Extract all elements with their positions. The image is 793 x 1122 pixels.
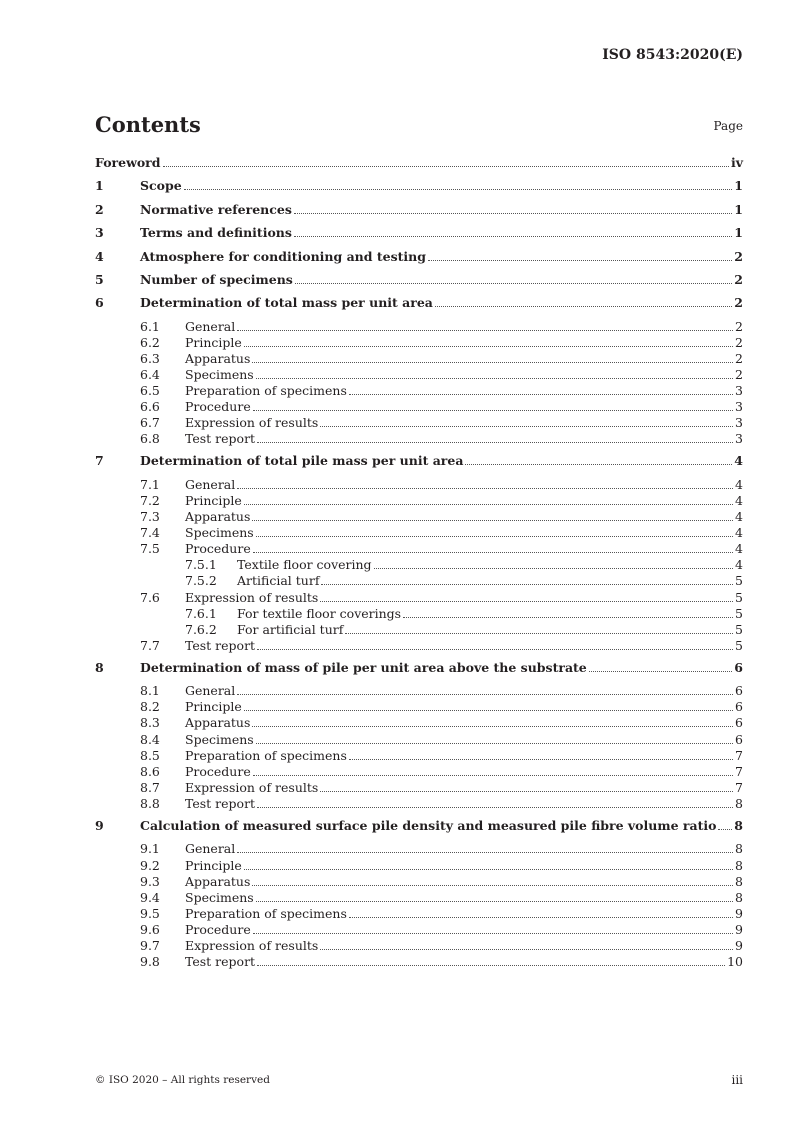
toc-entry-title: Calculation of measured surface pile density and measured pile fibre volume ratio	[140, 818, 717, 834]
toc-entry-number: 8.6	[140, 763, 160, 779]
toc-entry[interactable]	[95, 683, 743, 699]
toc-entry-number: 7.2	[140, 492, 160, 508]
toc-entry-title: Specimens	[185, 367, 254, 383]
toc-entry[interactable]	[95, 415, 743, 431]
toc-entry[interactable]	[95, 178, 743, 201]
toc-entry-number: 9.4	[140, 889, 160, 905]
toc-entry-number: 8.2	[140, 699, 160, 715]
toc-entry-number: 9.1	[140, 841, 160, 857]
toc-entry-page: 4	[735, 476, 743, 492]
toc-entry[interactable]	[95, 477, 743, 493]
dot-leader	[345, 633, 733, 634]
toc-entry[interactable]	[95, 796, 743, 812]
toc-entry-number: 7.6.2	[185, 621, 217, 637]
toc-entry[interactable]	[95, 399, 743, 415]
toc-entry-number: 7.5.2	[185, 573, 217, 589]
toc-entry-number: 3	[95, 225, 104, 241]
toc-entry-title: Expression of results	[185, 938, 319, 953]
dot-leader	[244, 710, 733, 711]
toc-entry-page: 1	[734, 225, 743, 241]
toc-entry-page: 8	[735, 873, 743, 889]
toc-entry-number: 9.2	[140, 857, 160, 873]
toc-entry-number: 7.6.1	[185, 605, 217, 621]
toc-entry-title: General	[185, 318, 236, 334]
toc-entry-number: 8.1	[140, 683, 160, 699]
toc-entry[interactable]	[95, 858, 743, 874]
table-of-contents	[95, 155, 743, 970]
toc-entry[interactable]	[95, 890, 743, 906]
toc-entry[interactable]	[95, 818, 743, 841]
toc-entry-title: Textile floor covering	[237, 557, 372, 573]
toc-entry[interactable]	[95, 638, 743, 654]
toc-entry-page: 2	[735, 367, 743, 383]
toc-entry-number: 7.1	[140, 476, 160, 492]
dot-leader	[428, 260, 732, 261]
toc-entry[interactable]	[95, 202, 743, 225]
page-column-label: Page	[713, 119, 743, 133]
dot-leader	[253, 410, 733, 411]
toc-entry-page: 3	[735, 415, 743, 431]
toc-entry-page: 6	[735, 699, 743, 715]
toc-entry-number: 9.5	[140, 905, 160, 921]
toc-entry-title: Test report	[185, 954, 256, 970]
toc-entry-page: 5	[735, 637, 743, 653]
toc-entry-title: Procedure	[185, 921, 251, 937]
toc-entry[interactable]	[95, 660, 743, 683]
toc-entry[interactable]	[95, 525, 743, 541]
dot-leader	[435, 306, 732, 307]
toc-entry[interactable]	[95, 573, 743, 589]
toc-entry[interactable]	[95, 938, 743, 954]
toc-entry[interactable]	[95, 509, 743, 525]
toc-entry-page: 9	[735, 921, 743, 937]
dot-leader	[252, 520, 733, 521]
toc-entry-page: 4	[735, 492, 743, 508]
toc-entry-page: 8	[735, 841, 743, 857]
toc-entry-page: 3	[735, 399, 743, 415]
toc-entry-title: Preparation of specimens	[185, 383, 347, 399]
dot-leader	[320, 426, 733, 427]
toc-entry-page: 7	[735, 747, 743, 763]
toc-entry-page: 4	[735, 557, 743, 573]
toc-entry-page: 9	[735, 905, 743, 921]
toc-entry[interactable]	[95, 431, 743, 447]
toc-entry[interactable]	[95, 367, 743, 383]
dot-leader	[237, 488, 733, 489]
toc-entry-title: Determination of mass of pile per unit area above the substrate	[140, 659, 587, 675]
toc-entry-title: Determination of total pile mass per unit area	[140, 453, 464, 469]
dot-leader	[321, 584, 733, 585]
toc-entry[interactable]	[95, 748, 743, 764]
toc-entry-title: Principle	[185, 699, 242, 715]
dot-leader	[465, 464, 732, 465]
toc-entry-title: Procedure	[185, 541, 251, 557]
dot-leader	[244, 504, 733, 505]
dot-leader	[257, 807, 733, 808]
toc-entry-number: 7.5.1	[185, 557, 217, 573]
toc-entry-page: 6	[735, 731, 743, 747]
toc-entry[interactable]	[95, 699, 743, 715]
toc-entry-page: 2	[735, 318, 743, 334]
toc-entry-title: Foreword	[95, 155, 161, 170]
dot-leader	[253, 552, 733, 553]
toc-entry-page: 2	[735, 350, 743, 366]
toc-entry-page: 8	[734, 818, 743, 834]
toc-entry-title: Principle	[185, 334, 242, 350]
dot-leader	[244, 346, 733, 347]
dot-leader	[295, 283, 732, 284]
toc-entry-title: Apparatus	[185, 350, 251, 366]
toc-entry-number: 4	[95, 248, 104, 264]
toc-entry[interactable]	[95, 383, 743, 399]
toc-entry-page: 7	[735, 779, 743, 795]
toc-entry-title: Test report	[185, 431, 256, 447]
toc-entry-page: 3	[735, 383, 743, 399]
toc-entry-page: 6	[735, 715, 743, 731]
dot-leader	[257, 965, 725, 966]
dot-leader	[237, 694, 733, 695]
toc-entry-page: 9	[735, 938, 743, 953]
toc-entry[interactable]	[95, 622, 743, 638]
toc-entry-number: 7	[95, 453, 104, 469]
dot-leader	[589, 671, 733, 672]
toc-entry-number: 5	[95, 271, 104, 287]
toc-entry[interactable]	[95, 295, 743, 318]
toc-entry-page: 8	[735, 857, 743, 873]
toc-entry-page: 5	[735, 605, 743, 621]
toc-entry[interactable]	[95, 453, 743, 476]
toc-entry-page: 2	[735, 334, 743, 350]
toc-entry-title: Expression of results	[185, 415, 319, 431]
toc-entry-page: 8	[735, 889, 743, 905]
toc-entry-number: 9.6	[140, 921, 160, 937]
toc-entry-page: 5	[735, 621, 743, 637]
toc-entry-number: 9.8	[140, 954, 160, 970]
toc-entry[interactable]	[95, 249, 743, 272]
toc-entry-page: 1	[734, 178, 743, 194]
toc-entry[interactable]	[95, 319, 743, 335]
toc-entry-page: 7	[735, 763, 743, 779]
toc-entry-title: Scope	[140, 178, 182, 194]
toc-entry-title: Preparation of specimens	[185, 747, 347, 763]
toc-entry-number: 8.7	[140, 779, 160, 795]
toc-entry-page: 8	[735, 795, 743, 811]
dot-leader	[237, 852, 733, 853]
toc-entry-page: 2	[734, 271, 743, 287]
toc-entry[interactable]	[95, 780, 743, 796]
dot-leader	[256, 378, 733, 379]
dot-leader	[252, 726, 733, 727]
toc-entry[interactable]	[95, 351, 743, 367]
toc-entry-title: Test report	[185, 795, 256, 811]
toc-entry-number: 7.3	[140, 509, 160, 525]
toc-entry[interactable]	[95, 764, 743, 780]
toc-entry-title: Normative references	[140, 201, 292, 217]
toc-entry-page: 1	[734, 201, 743, 217]
toc-entry-number: 6.4	[140, 367, 160, 383]
dot-leader	[320, 791, 733, 792]
toc-entry[interactable]	[95, 155, 743, 178]
toc-entry-title: Artificial turf	[237, 573, 320, 589]
dot-leader	[256, 743, 733, 744]
dot-leader	[253, 933, 733, 934]
toc-entry-page: 2	[734, 295, 743, 311]
toc-entry-page: 3	[735, 431, 743, 447]
dot-leader	[237, 330, 733, 331]
dot-leader	[718, 829, 732, 830]
toc-entry-number: 2	[95, 201, 104, 217]
dot-leader	[349, 759, 733, 760]
toc-entry-page: 2	[734, 248, 743, 264]
toc-entry-number: 8.4	[140, 731, 160, 747]
page-number: iii	[731, 1073, 743, 1087]
toc-entry-number: 7.7	[140, 637, 160, 653]
contents-title: Contents	[95, 112, 201, 137]
toc-entry[interactable]	[95, 954, 743, 970]
toc-entry[interactable]	[95, 590, 743, 606]
toc-entry-page: 4	[735, 509, 743, 525]
dot-leader	[163, 166, 729, 167]
toc-entry[interactable]	[95, 922, 743, 938]
toc-entry-title: Determination of total mass per unit area	[140, 295, 433, 311]
toc-entry-title: Apparatus	[185, 873, 251, 889]
dot-leader	[349, 394, 733, 395]
toc-entry-page: 4	[735, 541, 743, 557]
toc-entry-title: Expression of results	[185, 589, 319, 605]
dot-leader	[253, 775, 733, 776]
toc-entry-number: 9	[95, 818, 104, 834]
dot-leader	[320, 601, 733, 602]
toc-entry-title: For textile floor coverings	[237, 605, 402, 621]
dot-leader	[256, 901, 733, 902]
toc-entry[interactable]	[95, 541, 743, 557]
toc-entry[interactable]	[95, 715, 743, 731]
toc-entry[interactable]	[95, 335, 743, 351]
dot-leader	[257, 442, 733, 443]
toc-entry-title: General	[185, 683, 236, 699]
toc-entry-title: Number of specimens	[140, 271, 293, 287]
copyright-notice: © ISO 2020 – All rights reserved	[95, 1074, 270, 1086]
toc-entry-number: 7.6	[140, 589, 160, 605]
toc-entry-page: 4	[734, 453, 743, 469]
toc-entry-title: Specimens	[185, 889, 254, 905]
toc-entry[interactable]	[95, 874, 743, 890]
toc-entry-number: 6.2	[140, 334, 160, 350]
toc-entry-title: Procedure	[185, 399, 251, 415]
document-id-header: ISO 8543:2020(E)	[602, 47, 743, 63]
toc-entry-title: Specimens	[185, 525, 254, 541]
toc-entry-number: 6.3	[140, 350, 160, 366]
toc-entry-title: Apparatus	[185, 509, 251, 525]
dot-leader	[320, 949, 733, 950]
toc-entry-title: For artificial turf	[237, 621, 344, 637]
toc-entry[interactable]	[95, 493, 743, 509]
toc-entry-number: 9.7	[140, 938, 160, 953]
toc-entry-title: General	[185, 476, 236, 492]
toc-entry-title: Principle	[185, 857, 242, 873]
dot-leader	[252, 362, 733, 363]
toc-entry-title: Expression of results	[185, 779, 319, 795]
toc-entry-page: 6	[735, 683, 743, 699]
toc-entry[interactable]	[95, 906, 743, 922]
toc-entry-title: Apparatus	[185, 715, 251, 731]
toc-entry-page: 10	[727, 954, 743, 970]
toc-entry-title: Terms and definitions	[140, 225, 292, 241]
toc-entry[interactable]	[95, 732, 743, 748]
toc-entry-number: 8.3	[140, 715, 160, 731]
dot-leader	[294, 236, 732, 237]
toc-entry-page: 4	[735, 525, 743, 541]
toc-entry[interactable]	[95, 272, 743, 295]
toc-entry-title: Test report	[185, 637, 256, 653]
toc-entry-number: 6	[95, 295, 104, 311]
toc-entry-title: Preparation of specimens	[185, 905, 347, 921]
dot-leader	[257, 649, 733, 650]
toc-entry-title: Procedure	[185, 763, 251, 779]
toc-entry-number: 1	[95, 178, 104, 194]
toc-entry[interactable]	[95, 557, 743, 573]
toc-entry-number: 6.1	[140, 318, 160, 334]
toc-entry-number: 9.3	[140, 873, 160, 889]
toc-entry-number: 8.8	[140, 795, 160, 811]
toc-entry-title: Specimens	[185, 731, 254, 747]
toc-entry-page: 5	[735, 573, 743, 589]
dot-leader	[374, 568, 733, 569]
toc-entry-number: 7.4	[140, 525, 160, 541]
toc-entry-number: 7.5	[140, 541, 160, 557]
toc-entry-page: 5	[735, 589, 743, 605]
toc-entry-number: 8.5	[140, 747, 160, 763]
toc-entry-number: 6.5	[140, 383, 160, 399]
toc-entry-title: Atmosphere for conditioning and testing	[140, 248, 426, 264]
dot-leader	[294, 213, 732, 214]
toc-entry[interactable]	[95, 841, 743, 857]
dot-leader	[403, 617, 733, 618]
toc-entry-title: General	[185, 841, 236, 857]
toc-entry-number: 6.8	[140, 431, 160, 447]
toc-entry[interactable]	[95, 225, 743, 248]
dot-leader	[244, 869, 733, 870]
dot-leader	[256, 536, 733, 537]
toc-entry-page: iv	[730, 155, 743, 170]
dot-leader	[252, 885, 733, 886]
dot-leader	[184, 189, 733, 190]
toc-entry-number: 6.6	[140, 399, 160, 415]
dot-leader	[349, 917, 733, 918]
toc-entry-number: 8	[95, 659, 104, 675]
toc-entry-number: 6.7	[140, 415, 160, 431]
toc-entry-page: 6	[734, 659, 743, 675]
toc-entry-title: Principle	[185, 492, 242, 508]
toc-entry[interactable]	[95, 606, 743, 622]
